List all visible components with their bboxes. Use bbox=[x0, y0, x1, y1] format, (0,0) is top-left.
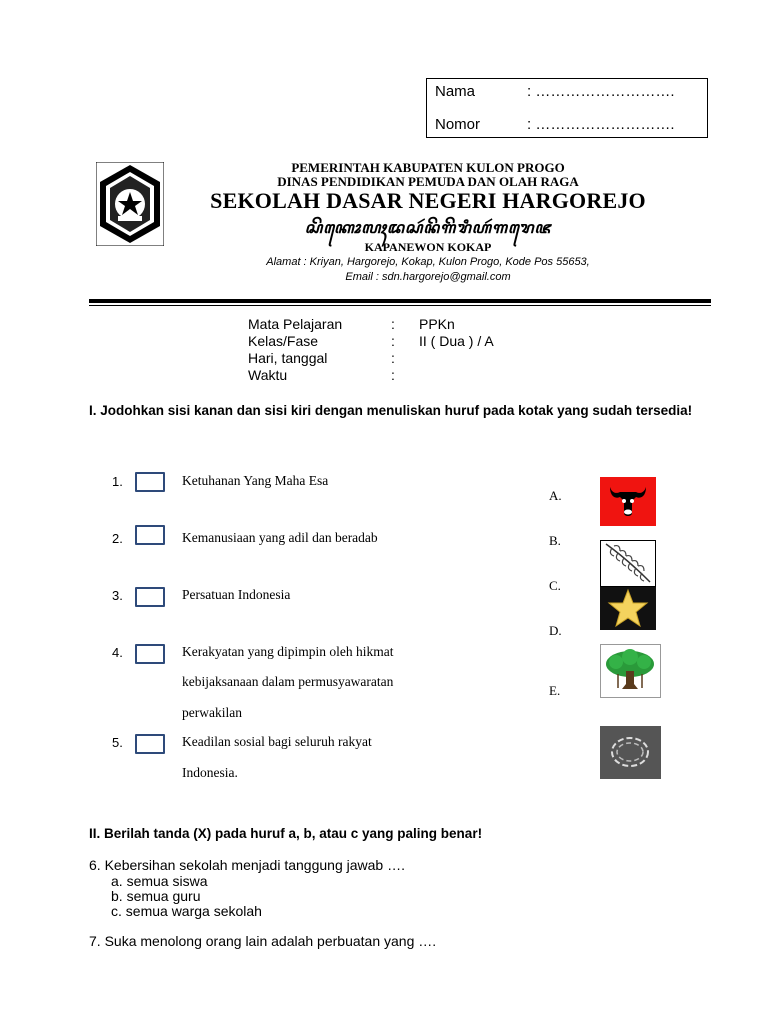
meta-label: Kelas/Fase bbox=[248, 333, 319, 349]
header-kapanewon: KAPANEWON KOKAP bbox=[364, 240, 492, 254]
item-number: 5. bbox=[112, 735, 123, 750]
answer-box-1[interactable] bbox=[135, 472, 165, 492]
option-letter: C. bbox=[549, 578, 561, 593]
header-divider-thin bbox=[89, 305, 711, 306]
bull-head-icon bbox=[600, 477, 656, 526]
question-7: 7. Suka menolong orang lain adalah perbuatan yang …. bbox=[89, 933, 437, 949]
item-text: Indonesia. bbox=[182, 765, 238, 780]
answer-box-3[interactable] bbox=[135, 587, 165, 607]
item-text: Kerakyatan yang dipimpin oleh hikmat bbox=[182, 644, 394, 659]
item-text: kebijaksanaan dalam permusyawaratan bbox=[182, 674, 394, 689]
meta-sep: : bbox=[391, 367, 395, 383]
meta-label: Waktu bbox=[248, 367, 288, 383]
answer-box-4[interactable] bbox=[135, 644, 165, 664]
school-logo-icon bbox=[96, 162, 164, 246]
meta-label: Mata Pelajaran bbox=[248, 316, 343, 332]
number-field[interactable]: : ………………………. bbox=[527, 116, 675, 133]
section1-instruction: I. Jodohkan sisi kanan dan sisi kiri dengan menuliskan huruf pada kotak yang sudah tersedia! bbox=[89, 403, 693, 418]
item-text: perwakilan bbox=[182, 705, 242, 720]
rice-cotton-icon bbox=[600, 540, 656, 587]
answer-option-a[interactable]: a. semua siswa bbox=[111, 873, 208, 889]
item-text: Persatuan Indonesia bbox=[182, 587, 291, 602]
option-letter: A. bbox=[549, 488, 562, 503]
header-email: Email : sdn.hargorejo@gmail.com bbox=[345, 271, 511, 283]
banyan-tree-icon bbox=[600, 644, 661, 698]
header-department: DINAS PENDIDIKAN PEMUDA DAN OLAH RAGA bbox=[277, 174, 579, 189]
option-letter: B. bbox=[549, 533, 561, 548]
meta-value: PPKn bbox=[419, 316, 455, 332]
section2-instruction: II. Berilah tanda (X) pada huruf a, b, atau c yang paling benar! bbox=[89, 826, 483, 841]
header-school-name: SEKOLAH DASAR NEGERI HARGOREJO bbox=[210, 188, 646, 213]
number-label: Nomor bbox=[435, 116, 481, 133]
item-text: Keadilan sosial bagi seluruh rakyat bbox=[182, 734, 372, 749]
chain-icon bbox=[600, 726, 661, 779]
question-6: 6. Kebersihan sekolah menjadi tanggung jawab …. bbox=[89, 857, 405, 873]
item-number: 1. bbox=[112, 474, 123, 489]
option-letter: D. bbox=[549, 623, 562, 638]
answer-box-2[interactable] bbox=[135, 525, 165, 545]
header-javanese-script: ꦱꦼꦏꦺꦴꦭꦃꦢꦱꦂꦤꦼꦒꦼꦫꦶꦲꦂꦒꦫꦺꦗ bbox=[304, 220, 552, 237]
meta-sep: : bbox=[391, 350, 395, 366]
name-field[interactable]: : ………………………. bbox=[527, 83, 675, 100]
identity-box bbox=[426, 78, 708, 138]
name-label: Nama bbox=[435, 83, 476, 100]
star-icon bbox=[600, 587, 656, 630]
answer-option-b[interactable]: b. semua guru bbox=[111, 888, 201, 904]
meta-sep: : bbox=[391, 316, 395, 332]
option-letter: E. bbox=[549, 683, 561, 698]
meta-label: Hari, tanggal bbox=[248, 350, 328, 366]
item-text: Ketuhanan Yang Maha Esa bbox=[182, 473, 329, 488]
meta-sep: : bbox=[391, 333, 395, 349]
answer-box-5[interactable] bbox=[135, 734, 165, 754]
meta-value: II ( Dua ) / A bbox=[419, 333, 494, 349]
item-number: 4. bbox=[112, 645, 123, 660]
header-government: PEMERINTAH KABUPATEN KULON PROGO bbox=[291, 160, 565, 175]
item-text: Kemanusiaan yang adil dan beradab bbox=[182, 530, 378, 545]
item-number: 3. bbox=[112, 588, 123, 603]
header-address: Alamat : Kriyan, Hargorejo, Kokap, Kulon Progo, Kode Pos 55653, bbox=[266, 256, 590, 268]
item-number: 2. bbox=[112, 531, 123, 546]
answer-option-c[interactable]: c. semua warga sekolah bbox=[111, 903, 262, 919]
header-divider-thick bbox=[89, 299, 711, 303]
